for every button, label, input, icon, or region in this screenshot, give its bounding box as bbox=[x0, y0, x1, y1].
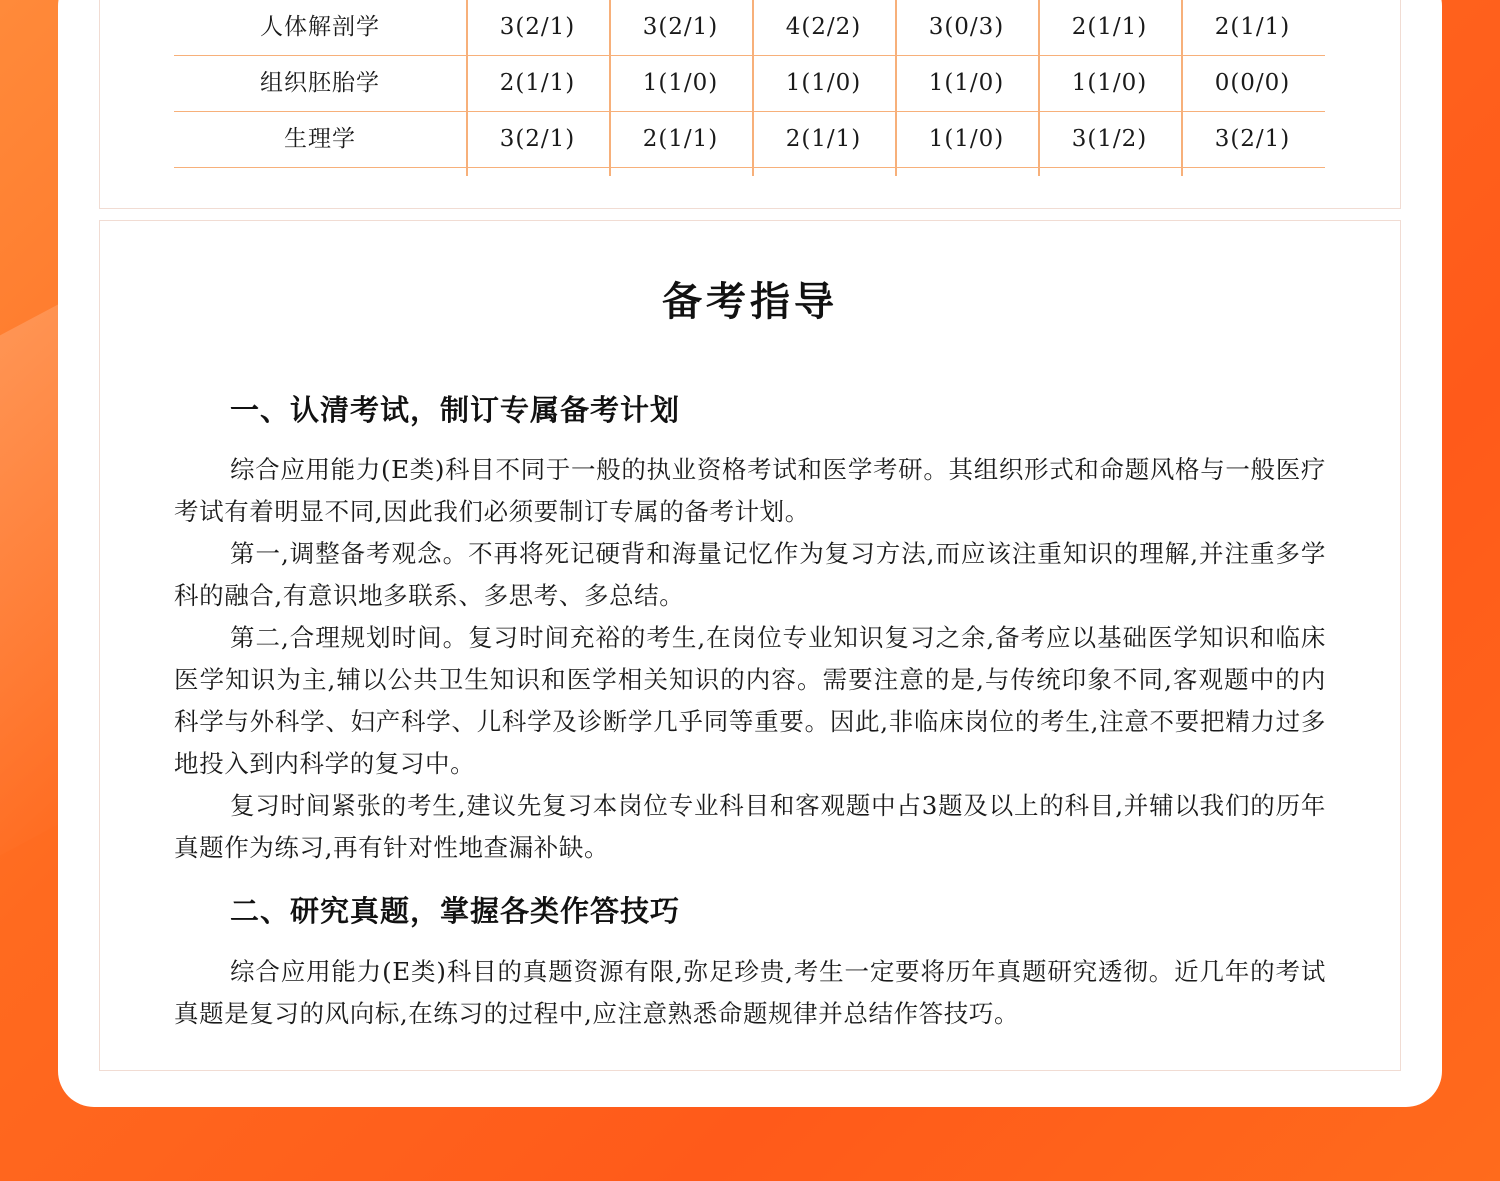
value-cell: 3(2/1) bbox=[499, 14, 576, 40]
section-heading-2: 二、研究真题，掌握各类作答技巧 bbox=[230, 894, 681, 928]
paragraph: 综合应用能力(E类)科目不同于一般的执业资格考试和医学考研。其组织形式和命题风格与一般医疗考试有着明显不同,因此我们必须要制订专属的备考计划。 bbox=[174, 455, 1326, 526]
value-cell: 4(2/2) bbox=[785, 14, 862, 40]
guide-title: 备考指导 bbox=[662, 279, 838, 325]
subject-cell: 人体解剖学 bbox=[260, 14, 380, 40]
value-cell: 2(1/1) bbox=[1071, 14, 1148, 40]
table-row bbox=[174, 56, 1325, 112]
paragraph: 第一,调整备考观念。不再将死记硬背和海量记忆作为复习方法,而应该注重知识的理解,并注重多学科的融合,有意识地多联系、多思考、多总结。 bbox=[174, 539, 1326, 610]
value-cell: 1(1/0) bbox=[1071, 70, 1148, 96]
question-count-table bbox=[174, 0, 1325, 176]
value-cell: 1(1/0) bbox=[928, 70, 1005, 96]
value-cell: 3(0/3) bbox=[928, 14, 1005, 40]
value-cell: 3(1/2) bbox=[1071, 126, 1148, 152]
value-cell: 2(1/1) bbox=[1214, 14, 1291, 40]
value-cell: 2(1/1) bbox=[642, 126, 719, 152]
paragraph: 复习时间紧张的考生,建议先复习本岗位专业科目和客观题中占3题及以上的科目,并辅以我们的历年真题作为练习,再有针对性地查漏补缺。 bbox=[174, 791, 1326, 862]
paragraph: 综合应用能力(E类)科目的真题资源有限,弥足珍贵,考生一定要将历年真题研究透彻。近几年的考试真题是复习的风向标,在练习的过程中,应注意熟悉命题规律并总结作答技巧。 bbox=[174, 957, 1326, 1028]
value-cell: 1(1/0) bbox=[928, 126, 1005, 152]
subject-cell: 生理学 bbox=[284, 126, 356, 152]
section-heading-1: 一、认清考试，制订专属备考计划 bbox=[230, 393, 681, 427]
subject-cell: 组织胚胎学 bbox=[260, 70, 380, 96]
paragraph: 第二,合理规划时间。复习时间充裕的考生,在岗位专业知识复习之余,备考应以基础医学知识和临床医学知识为主,辅以公共卫生知识和医学相关知识的内容。需要注意的是,与传统印象不同,客观题中的内科学与外科学、妇产科学、儿科学及诊断学几乎同等重要。因此,非临床岗位的考生,注意不要把精力过多地投入到内科学的复习中。 bbox=[174, 623, 1326, 778]
table-row bbox=[174, 112, 1325, 168]
value-cell: 2(1/1) bbox=[499, 70, 576, 96]
value-cell: 3(2/1) bbox=[642, 14, 719, 40]
value-cell: 3(2/1) bbox=[499, 126, 576, 152]
value-cell: 0(0/0) bbox=[1214, 70, 1291, 96]
value-cell: 2(1/1) bbox=[785, 126, 862, 152]
table-row bbox=[174, 0, 1325, 56]
value-cell: 3(2/1) bbox=[1214, 126, 1291, 152]
value-cell: 1(1/0) bbox=[642, 70, 719, 96]
value-cell: 1(1/0) bbox=[785, 70, 862, 96]
